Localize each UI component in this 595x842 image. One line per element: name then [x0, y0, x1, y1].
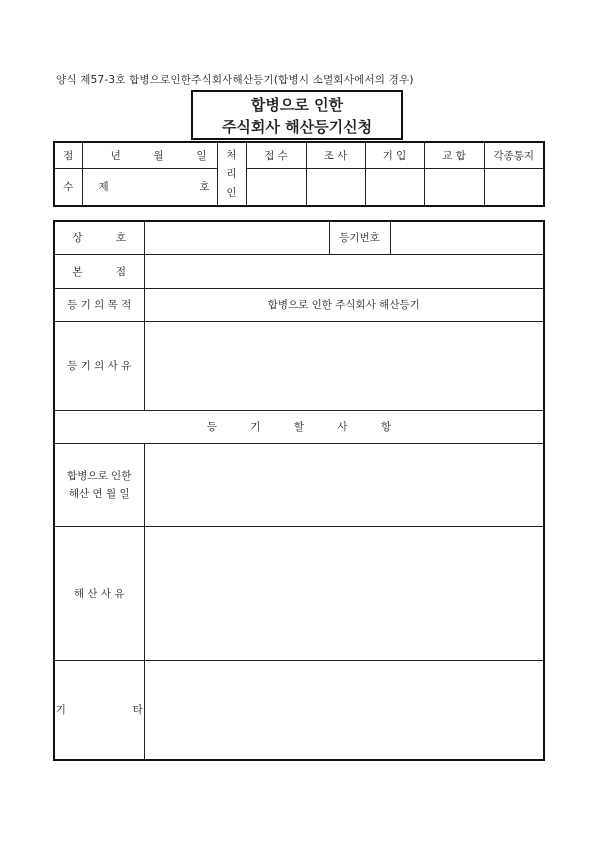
dissolution-reason-label: 해 산 사 유 [54, 526, 144, 660]
other-value[interactable] [144, 660, 544, 760]
col-collation: 교 합 [424, 142, 484, 168]
other-label: 기 타 [54, 660, 144, 760]
stamp-receipt[interactable] [246, 168, 306, 206]
dissolution-reason-value[interactable] [144, 526, 544, 660]
trade-name-value[interactable] [144, 221, 329, 254]
matters-header: 등 기 할 사 항 [54, 410, 544, 443]
dissolution-date-value[interactable] [144, 443, 544, 526]
trade-name-label: 상 호 [54, 221, 144, 254]
stamp-entry[interactable] [365, 168, 424, 206]
head-office-label: 본 점 [54, 254, 144, 288]
stamp-investigation[interactable] [306, 168, 365, 206]
col-receipt: 접 수 [246, 142, 306, 168]
processor-char-3: 인 [226, 186, 237, 199]
receipt-date-cell[interactable] [82, 142, 217, 168]
receipt-day-label: 일 [196, 149, 207, 162]
col-investigation: 조 사 [306, 142, 365, 168]
stamp-collation[interactable] [424, 168, 484, 206]
receipt-label-bottom: 수 [54, 168, 82, 206]
processor-char-2: 리 [226, 167, 237, 180]
reason-value[interactable] [144, 321, 544, 410]
reg-number-label: 등기번호 [329, 221, 390, 254]
col-entry: 기 입 [365, 142, 424, 168]
receipt-number-suffix: 호 [199, 181, 210, 194]
form-caption: 양식 제57-3호 합병으로인한주식회사해산등기(합병시 소멸회사에서의 경우) [56, 74, 414, 86]
receipt-label-top: 점 [54, 142, 82, 168]
reg-number-value[interactable] [390, 221, 544, 254]
receipt-table [53, 141, 545, 207]
title-line-2: 주식회사 해산등기신청 [221, 118, 373, 136]
processor-label [217, 142, 246, 206]
dissolution-date-label [54, 443, 144, 526]
col-notification: 각종통지 [484, 142, 544, 168]
dissolution-date-label-line1: 합병으로 인한 [67, 469, 132, 482]
stamp-notification[interactable] [484, 168, 544, 206]
purpose-label: 등 기 의 목 적 [54, 288, 144, 321]
dissolution-date-label-line2: 해산 연 월 일 [68, 487, 130, 500]
receipt-number-cell[interactable] [82, 168, 217, 206]
receipt-year-label: 년 [110, 149, 121, 162]
processor-char-1: 처 [226, 148, 237, 161]
reason-label: 등 기 의 사 유 [54, 321, 144, 410]
application-table [53, 220, 545, 761]
receipt-number-prefix: 제 [98, 181, 109, 194]
title-line-1: 합병으로 인한 [250, 96, 344, 114]
purpose-value: 합병으로 인한 주식회사 해산등기 [144, 288, 544, 321]
receipt-month-label: 월 [153, 149, 164, 162]
head-office-value[interactable] [144, 254, 544, 288]
form-title [191, 90, 403, 140]
